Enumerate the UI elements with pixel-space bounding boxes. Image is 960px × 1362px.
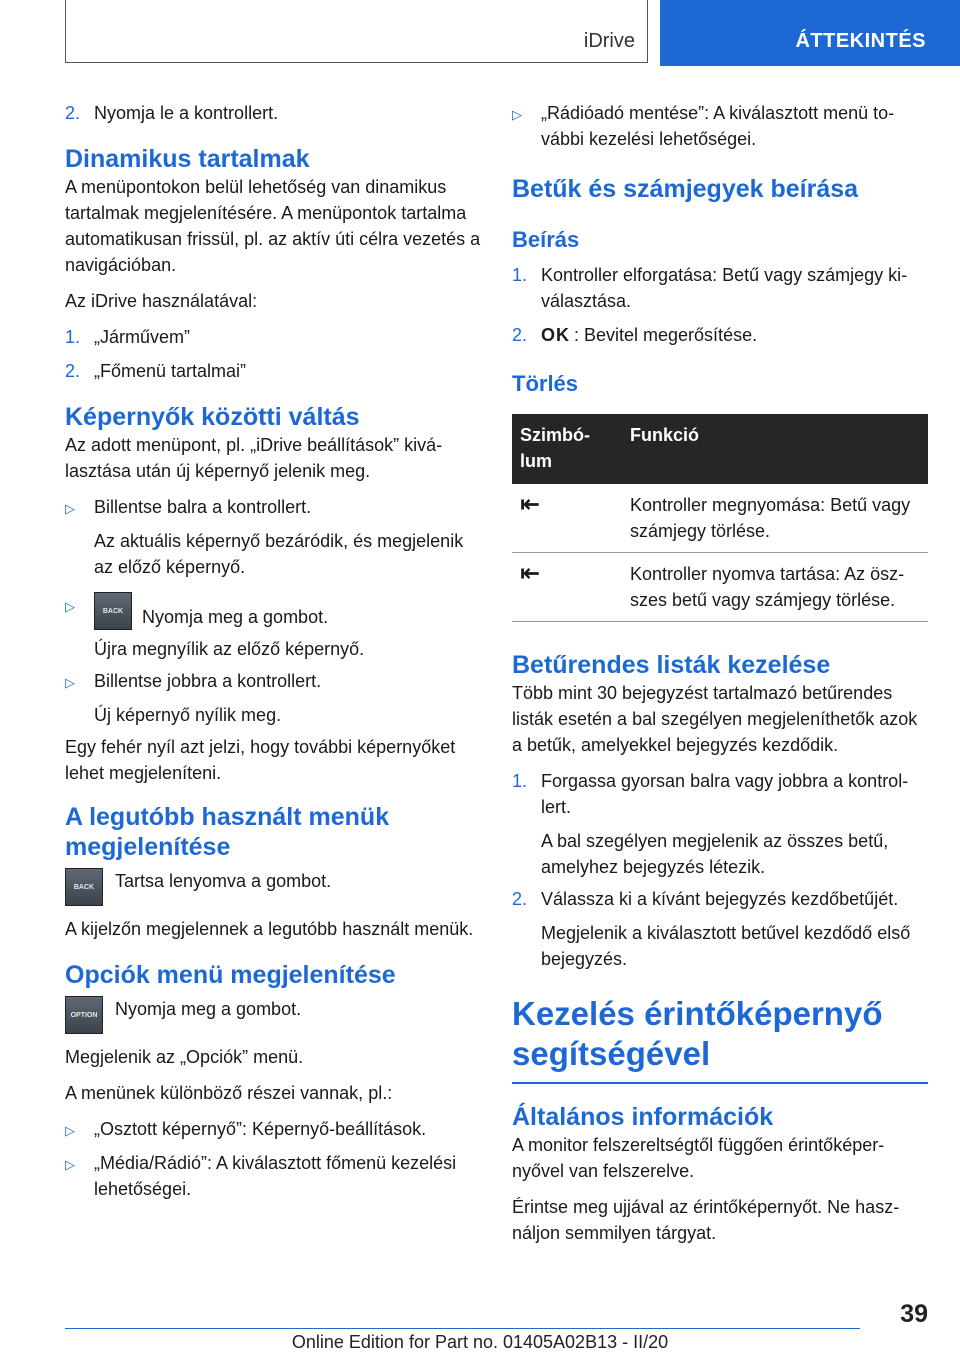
table-row [512,484,928,553]
options-text-2: A menünek különböző részei vannak, pl.: [65,1083,393,1103]
ok-icon: OK [541,325,570,345]
chapter-title-touch: Kezelés érintőképernyő segítségével [512,995,883,1072]
switch-note: Egy fehér nyíl azt jelzi, hogy további képernyőket lehet megjeleníteni. [65,737,456,783]
footer-divider [65,1328,860,1329]
list-item: 2. „Főmenü tartalmai” [65,361,247,381]
general-text-1: A monitor felszereltségtől függően érintőképernyővel van felszerelve. [512,1134,885,1181]
triangle-icon: ▷ [65,1157,75,1172]
list-sub: A bal szegélyen megjelenik az összes betű, amelyhez bejegyzés létezik. [541,831,889,877]
header-section: iDrive [583,30,635,52]
list-item: 1. „Járművem” [65,327,191,347]
general-text-2: Érintse meg ujjával az érintőképernyőt. Ne használjon semmilyen tárgyat. [512,1196,900,1243]
section-title-recent: A legutóbb használt menük megjelenítése [65,803,390,861]
back-button-icon: BACK [94,592,132,630]
delete-char-icon: ⇤ [512,484,622,553]
table-header-cell: Szimbólum [512,414,622,484]
list-item: 2. Válassza ki a kívánt bejegyzés kezdőbetűjét. [512,889,899,909]
triangle-icon: ▷ [65,599,75,614]
switch-text: Az adott menüpont, pl. „iDrive beállítások” kiválasztása után új képernyő jelenik meg. [65,435,443,481]
step-item: 2. Nyomja le a kontrollert. [65,103,279,123]
right-column [512,100,928,1256]
table-row [512,553,928,622]
triangle-icon: ▷ [512,107,522,122]
options-instruction: OPTION Nyomja meg a gombot. [65,996,481,1034]
dynamic-using: Az iDrive használatával: [65,291,258,311]
section-title-alpha: Betűrendes listák kezelése [512,651,831,679]
alpha-text: Több mint 30 bejegyzést tartalmazó betűrendes listák esetén a bal szegélyen megjeleníthetők azok a betűk, amelyekkel bejegyzés kezdődik. [512,683,918,755]
bullet-item: ▷ BACK Nyomja meg a gombot. [65,592,481,630]
option-button-icon: OPTION [65,996,103,1034]
chapter-divider [512,1082,928,1084]
list-sub: Megjelenik a kiválasztott betűvel kezdődő első bejegyzés. [541,923,911,969]
dynamic-text: A menüpontokon belül lehetőség van dinamikus tartalmak megjelenítésére. A menüpontok tartalma automatikusan frissül, pl. az aktív úti célra vezetés a navigációban. [65,177,481,275]
delete-table [512,414,928,622]
table-header-cell: Funkció [622,414,928,484]
list-item: 2. OK : Bevitel megerősítése. [512,322,928,348]
subsection-title-delete: Törlés [512,371,579,396]
list-item: 1. Forgassa gyorsan balra vagy jobbra a kontrollert. [512,771,909,817]
bullet-sub: Új képernyő nyílik meg. [94,705,282,725]
section-title-letters: Betűk és számjegyek beírása [512,175,859,203]
subsection-title-input: Beírás [512,227,580,252]
page-header [0,0,960,66]
header-tab[interactable]: ÁTTEKINTÉS [660,0,960,66]
bullet-item: ▷ Billentse jobbra a kontrollert. [65,668,481,696]
recent-text: A kijelzőn megjelennek a legutóbb használt menük. [65,919,474,939]
table-header-row [512,414,928,484]
recent-instruction: BACK Tartsa lenyomva a gombot. [65,868,481,906]
bullet-item: ▷ „Média/Rádió”: A kiválasztott főmenü kezelési lehetőségei. [65,1150,481,1202]
triangle-icon: ▷ [65,1123,75,1138]
section-title-switch: Képernyők közötti váltás [65,403,360,431]
list-item: 1. Kontroller elforgatása: Betű vagy számjegy kiválasztása. [512,265,908,311]
options-text-1: Megjelenik az „Opciók” menü. [65,1047,304,1067]
bullet-sub: Az aktuális képernyő bezáródik, és megjelenik az előző képernyő. [94,531,464,577]
section-title-general: Általános információk [512,1102,774,1131]
footer-edition: Online Edition for Part no. 01405A02B13 - II/20 [291,1332,669,1352]
delete-all-icon: ⇤ [512,553,622,622]
header-frame [65,0,648,63]
table-cell: Kontroller nyomva tartása: Az öszszes betű vagy számjegy törlése. [622,553,928,622]
table-cell: Kontroller megnyomása: Betű vagy számjegy törlése. [622,484,928,553]
bullet-item: ▷ „Osztott képernyő”: Képernyő-beállítások. [65,1116,481,1144]
section-title-options: Opciók menü megjelenítése [65,961,396,989]
bullet-sub: Újra megnyílik az előző képernyő. [94,639,365,659]
left-column [65,100,481,1208]
bullet-item: ▷ Billentse balra a kontrollert. [65,494,481,522]
triangle-icon: ▷ [65,675,75,690]
triangle-icon: ▷ [65,501,75,516]
bullet-item: ▷ „Rádióadó mentése”: A kiválasztott menü további kezelési lehetőségei. [512,100,928,152]
back-button-icon: BACK [65,868,103,906]
section-title-dynamic: Dinamikus tartalmak [65,145,310,173]
page-number: 39 [900,1300,928,1328]
